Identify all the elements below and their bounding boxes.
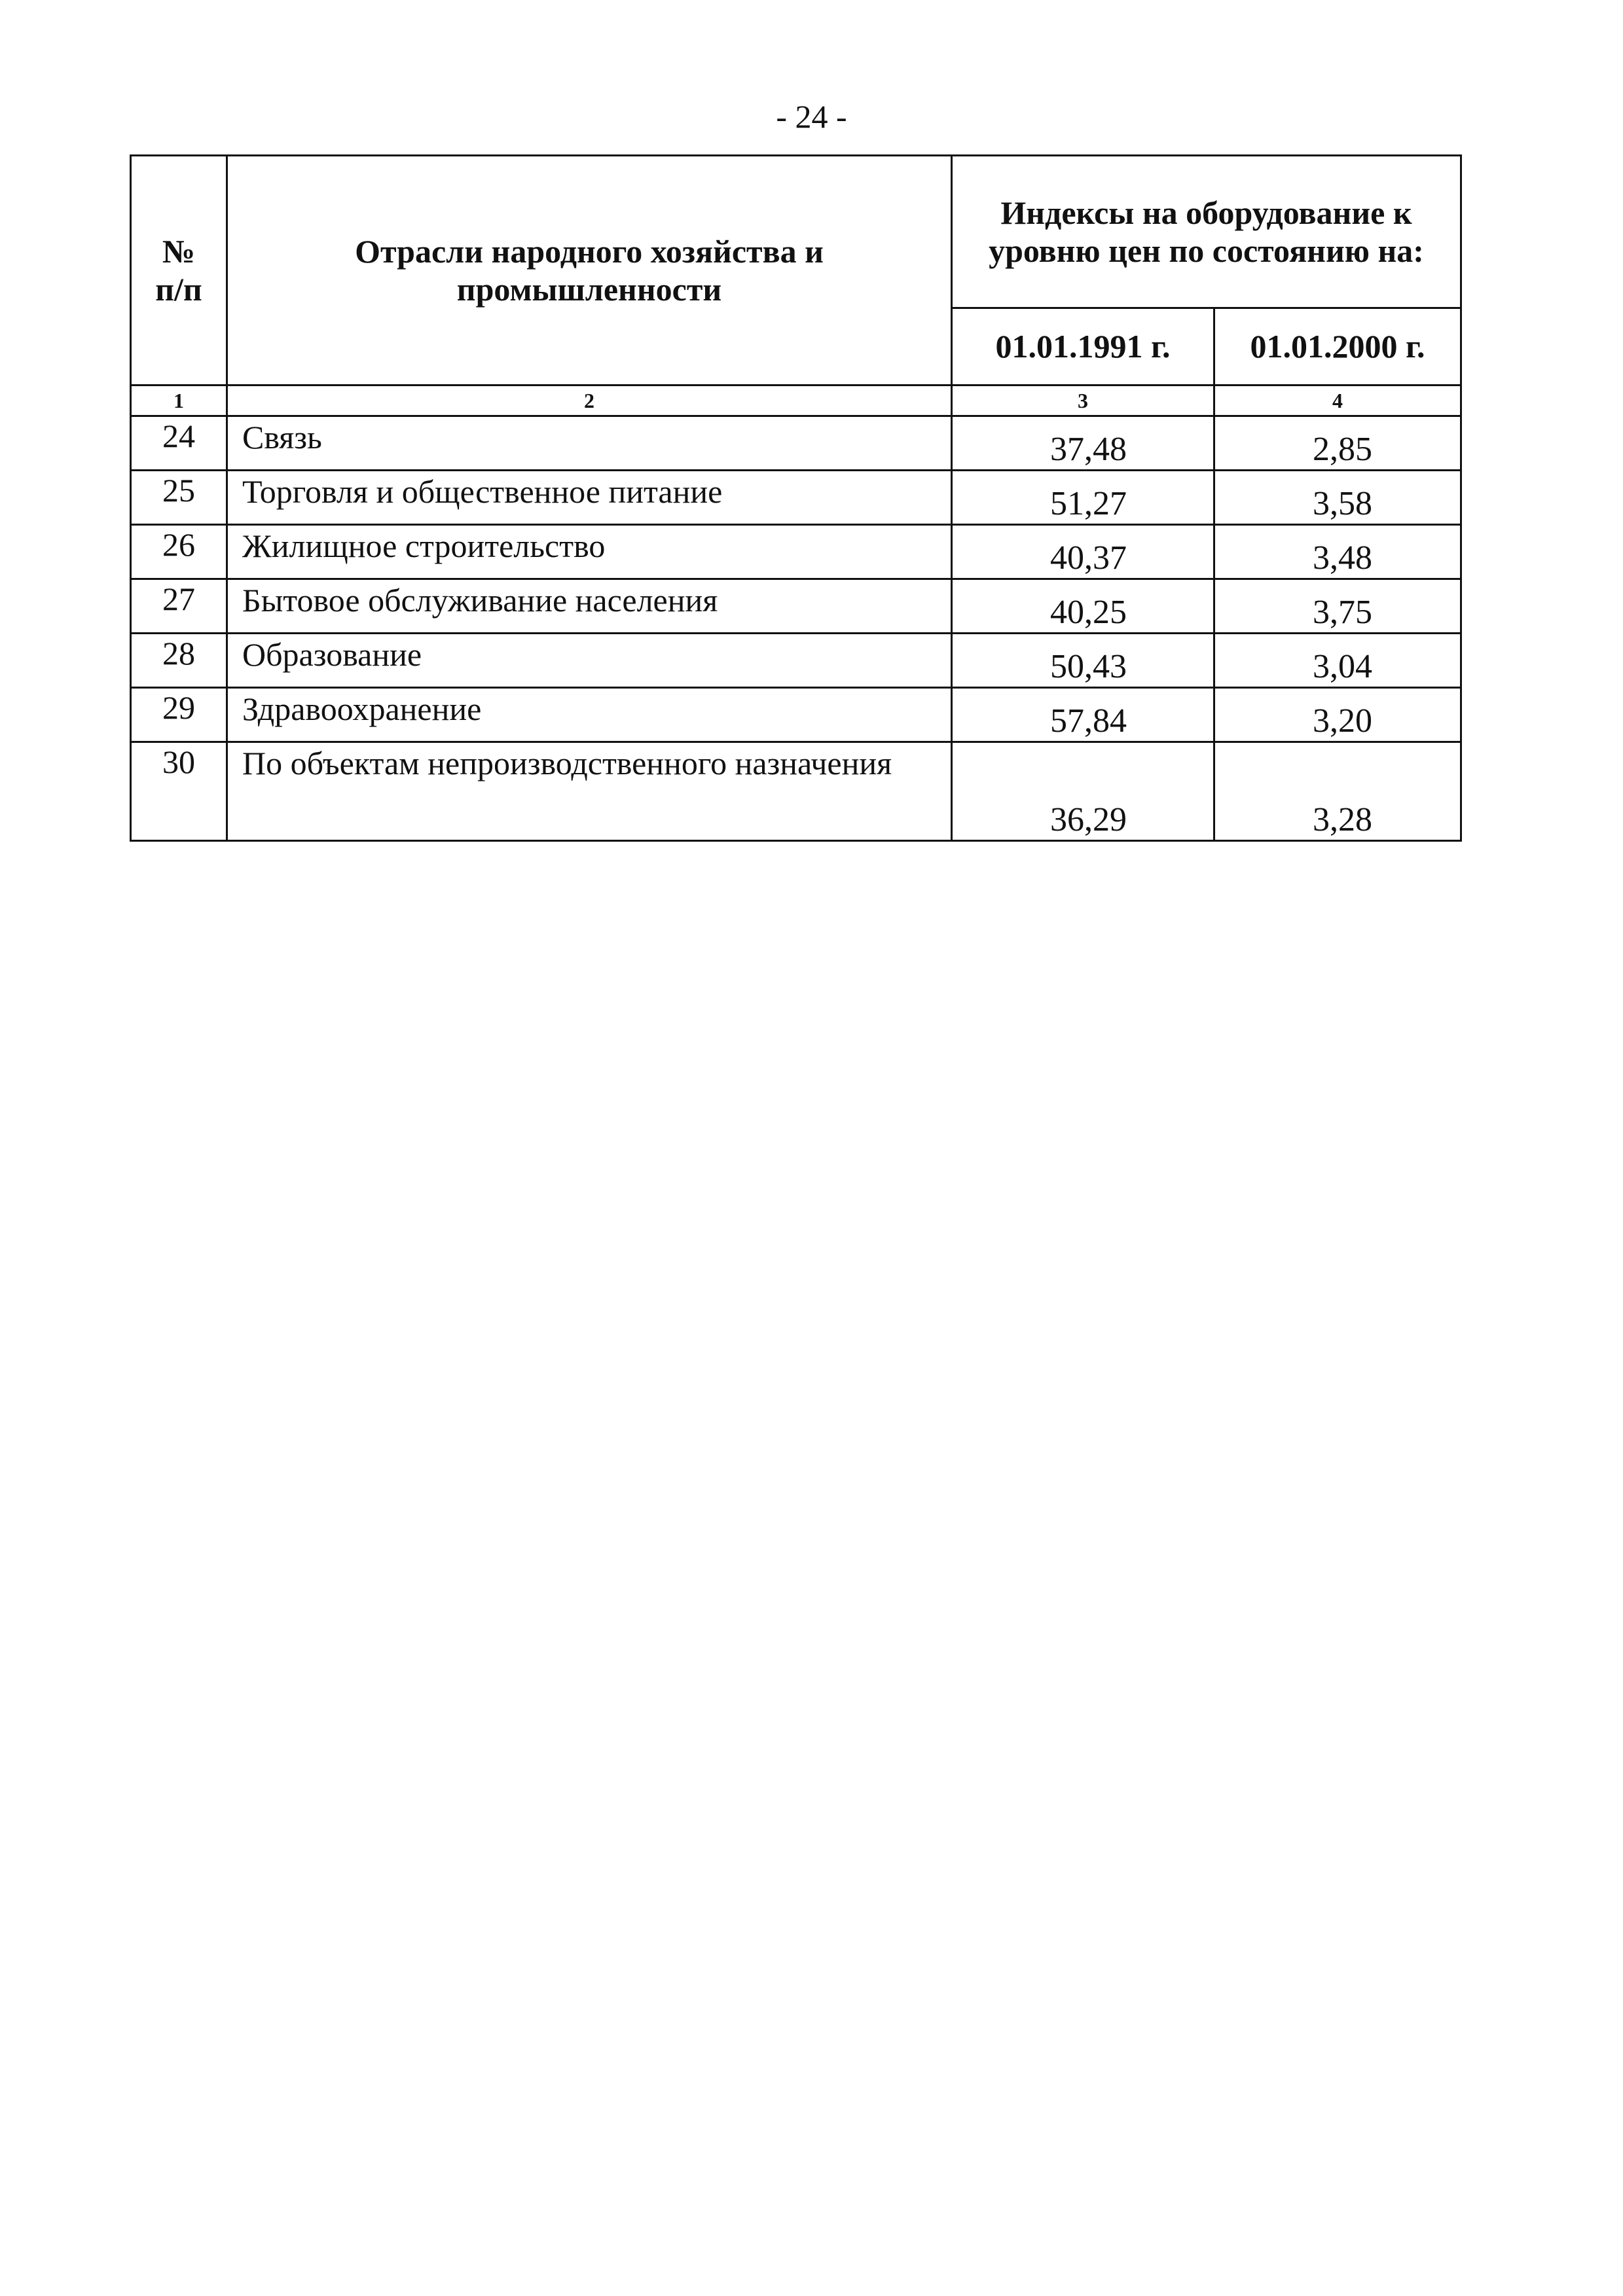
- row-number: 24: [131, 416, 227, 471]
- index-2000: 3,75: [1214, 579, 1461, 634]
- index-1991: 50,43: [952, 634, 1214, 688]
- row-number: 29: [131, 688, 227, 742]
- branch-name: Жилищное строительство: [227, 525, 952, 579]
- index-1991: 57,84: [952, 688, 1214, 742]
- index-1991: 36,29: [952, 742, 1214, 841]
- index-2000: 3,04: [1214, 634, 1461, 688]
- column-number: 4: [1214, 386, 1461, 416]
- branch-name: Здравоохранение: [227, 688, 952, 742]
- table-row: [131, 688, 1461, 742]
- column-number-row: [131, 386, 1461, 416]
- index-2000: 2,85: [1214, 416, 1461, 471]
- header-date-2000: 01.01.2000 г.: [1214, 308, 1461, 385]
- index-1991: 51,27: [952, 471, 1214, 525]
- row-number: 30: [131, 742, 227, 841]
- index-2000: 3,58: [1214, 471, 1461, 525]
- row-number: 28: [131, 634, 227, 688]
- index-2000: 3,28: [1214, 742, 1461, 841]
- column-number: 3: [952, 386, 1214, 416]
- index-1991: 40,25: [952, 579, 1214, 634]
- branch-name: По объектам непроизводственного назначения: [227, 742, 952, 841]
- row-number: 25: [131, 471, 227, 525]
- table-row: [131, 579, 1461, 634]
- index-1991: 40,37: [952, 525, 1214, 579]
- table-row: [131, 525, 1461, 579]
- table-row: [131, 742, 1461, 841]
- branch-name: Торговля и общественное питание: [227, 471, 952, 525]
- branch-name: Образование: [227, 634, 952, 688]
- page-number: - 24 -: [776, 98, 847, 135]
- table-row: [131, 634, 1461, 688]
- column-number: 1: [131, 386, 227, 416]
- header-branch: Отрасли народного хозяйства и промышленности: [227, 156, 952, 386]
- header-indices: Индексы на оборудование к уровню цен по состоянию на:: [952, 156, 1461, 308]
- branch-name: Связь: [227, 416, 952, 471]
- header-number: № п/п: [131, 156, 227, 386]
- index-1991: 37,48: [952, 416, 1214, 471]
- table-row: [131, 416, 1461, 471]
- column-number: 2: [227, 386, 952, 416]
- table-row: [131, 471, 1461, 525]
- equipment-index-table: [130, 154, 1462, 842]
- branch-name: Бытовое обслуживание населения: [227, 579, 952, 634]
- table-header-row: [131, 156, 1461, 308]
- header-date-1991: 01.01.1991 г.: [952, 308, 1214, 385]
- row-number: 27: [131, 579, 227, 634]
- index-2000: 3,48: [1214, 525, 1461, 579]
- index-2000: 3,20: [1214, 688, 1461, 742]
- row-number: 26: [131, 525, 227, 579]
